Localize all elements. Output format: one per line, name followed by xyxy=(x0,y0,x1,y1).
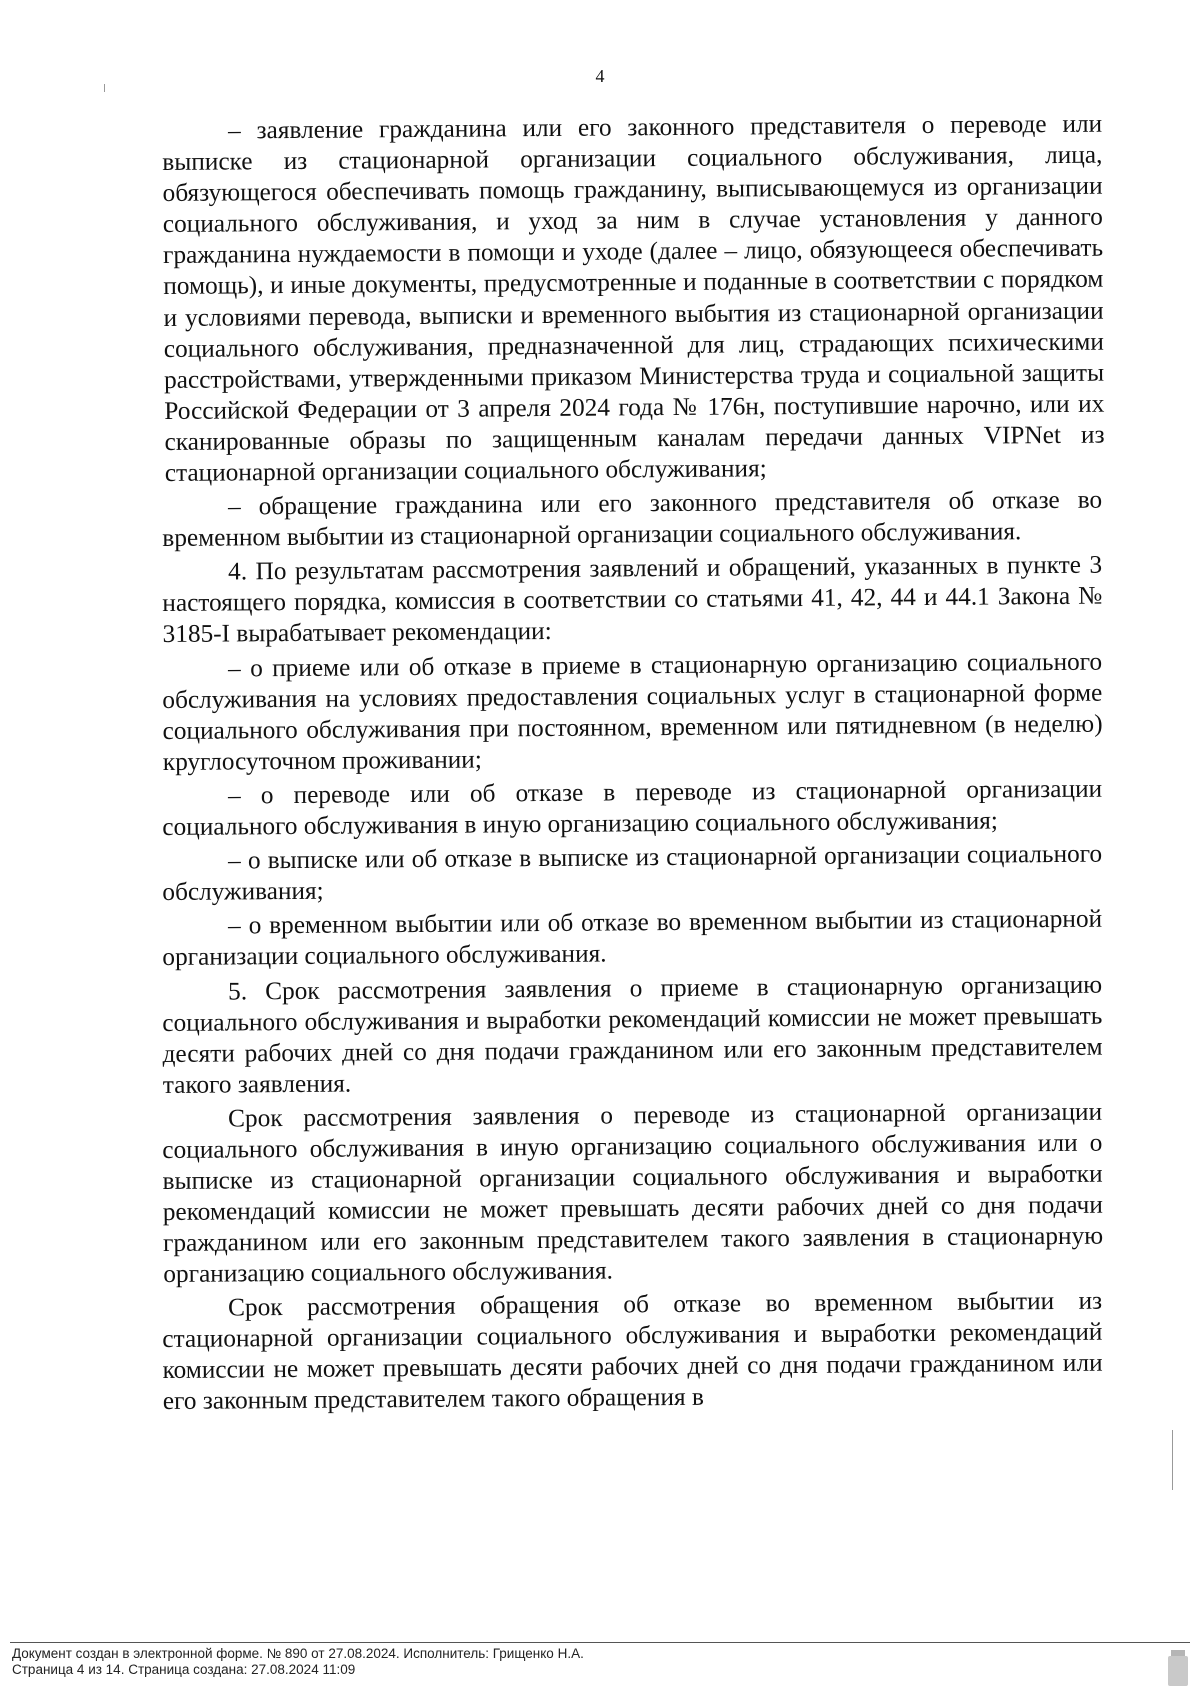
scan-mark xyxy=(104,84,105,92)
paragraph-recommendation-admission: – о приеме или об отказе в приеме в стационарную организацию социального обслуживания на условиях предоставления социальных услуг в стационарной форме социального обслуживания при постоянном, временном или пятидневном (в неделю) круглосуточном проживании; xyxy=(162,647,1103,776)
document-stamp-icon xyxy=(1168,1656,1188,1686)
paragraph-appeal-refusal: – обращение гражданина или его законного представителя об отказе во временном выбытии из стационарной организации социального обслуживания. xyxy=(162,485,1103,553)
paragraph-term-appeal: Срок рассмотрения обращения об отказе во временном выбытии из стационарной организации социального обслуживания и выработки рекомендаций комиссии не может превышать десяти рабочих дней со дня подачи гражданином или его законным представителем такого обращения в xyxy=(162,1287,1103,1416)
document-body xyxy=(162,109,1105,1418)
paragraph-term-transfer: Срок рассмотрения заявления о переводе из стационарной организации социального обслуживания в иную организацию социального обслуживания или о выписке из стационарной организации социального обслуживания и выработки рекомендаций комиссии не может превышать десяти рабочих дней со дня подачи гражданином или его законным представителем такого заявления в стационарную организацию социального обслуживания. xyxy=(162,1097,1104,1289)
footer-line-document-info: Документ создан в электронной форме. № 890 от 27.08.2024. Исполнитель: Грищенко Н.А. xyxy=(12,1646,584,1661)
scan-mark xyxy=(1172,1430,1173,1490)
footer-line-page-info: Страница 4 из 14. Страница создана: 27.08.2024 11:09 xyxy=(12,1662,356,1677)
paragraph-application-transfer: – заявление гражданина или его законного представителя о переводе или выписке из стационарной организации социального обслуживания, лица, обязующегося обеспечивать помощь гражданину, выписывающемуся из организации социального обслуживания, и уход за ним в случае установления у данного гражданина нуждаемости в помощи и уходе (далее – лицо, обязующееся обеспечивать помощь), и иные документы, предусмотренные и поданные в соответствии с порядком и условиями перевода, выписки и временного выбытия из стационарной организации социального обслуживания, предназначенной для лиц, страдающих психическими расстройствами, утвержденными приказом Министерства труда и социальной защиты Российской Федерации от 3 апреля 2024 года № 176н, поступившие нарочно, или их сканированные образы по защищенным каналам передачи данных VIPNet из стационарной организации социального обслуживания; xyxy=(162,109,1105,488)
document-footer xyxy=(12,1646,584,1678)
paragraph-item-5: 5. Срок рассмотрения заявления о приеме в стационарную организацию социального обслуживания и выработки рекомендаций комиссии не может превышать десяти рабочих дней со дня подачи гражданином или его законным представителем такого заявления. xyxy=(162,970,1103,1099)
paragraph-recommendation-temporary-leave: – о временном выбытии или об отказе во временном выбытии из стационарной организации социального обслуживания. xyxy=(162,904,1103,972)
footer-divider xyxy=(10,1642,1190,1643)
page-number: 4 xyxy=(595,66,605,86)
paragraph-recommendation-discharge: – о выписке или об отказе в выписке из стационарной организации социального обслуживания; xyxy=(162,839,1103,907)
paragraph-item-4: 4. По результатам рассмотрения заявлений и обращений, указанных в пункте 3 настоящего порядка, комиссия в соответствии со статьями 41, 42, 44 и 44.1 Закона № 3185-I вырабатывает рекомендации: xyxy=(162,550,1103,649)
paragraph-recommendation-transfer: – о переводе или об отказе в переводе из стационарной организации социального обслуживания в иную организацию социального обслуживания; xyxy=(162,774,1103,842)
